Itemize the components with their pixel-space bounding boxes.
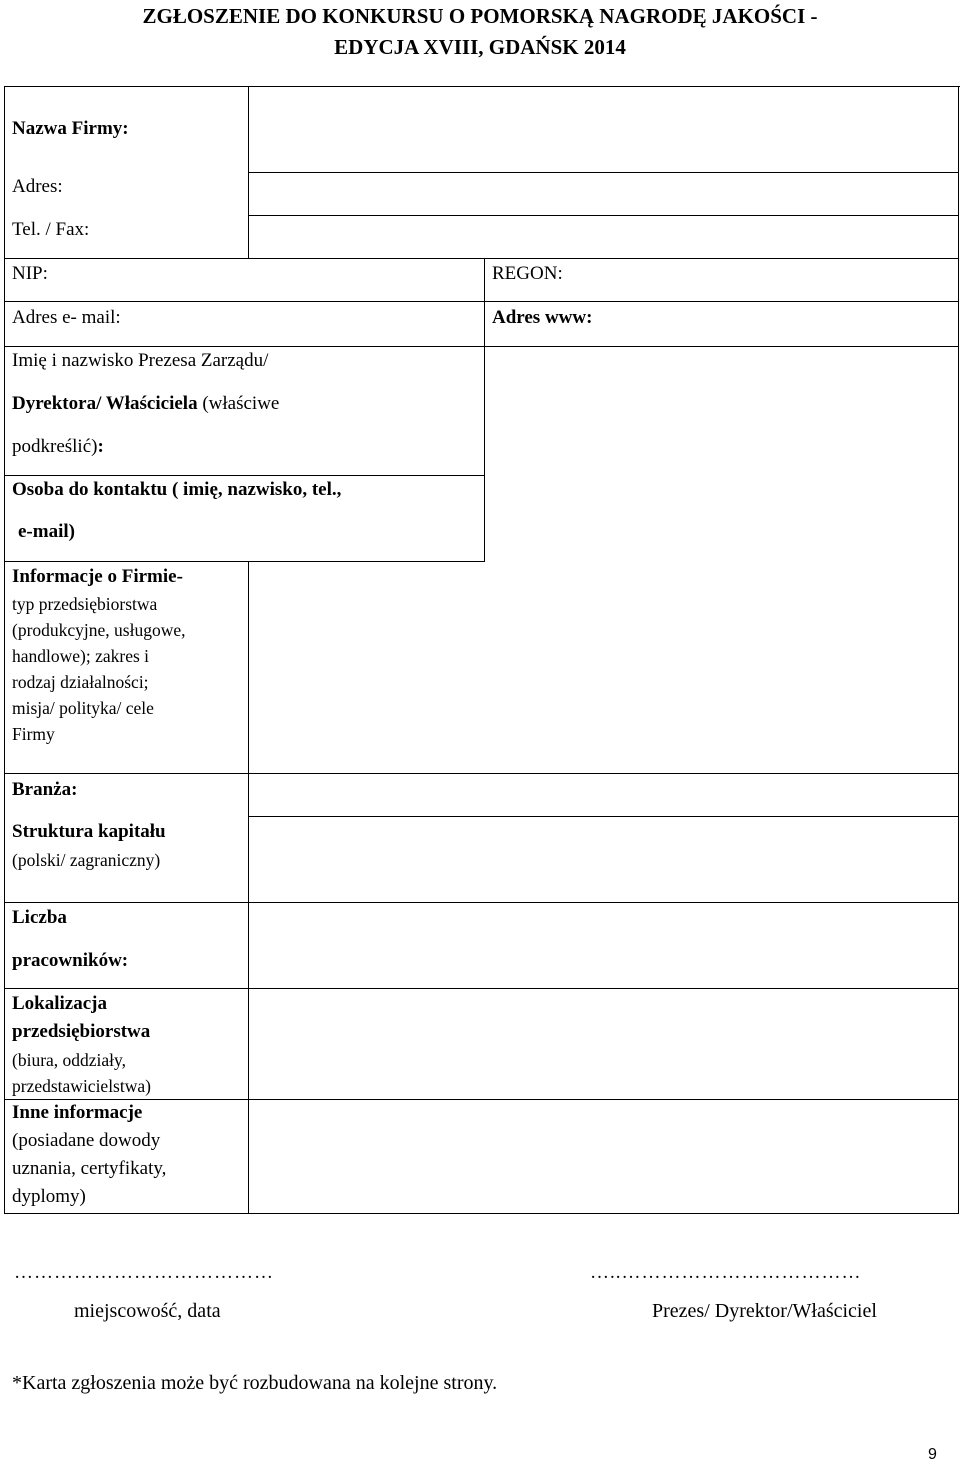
phone-fax-label: Tel. / Fax: <box>12 219 90 240</box>
capital-structure-heading: Struktura kapitału <box>12 821 166 842</box>
www-label: Adres www: <box>492 307 593 328</box>
regon-label: REGON: <box>492 263 563 284</box>
location-label-line3: (biura, oddziały, <box>12 1050 127 1070</box>
place-date-label: miejscowość, data <box>74 1300 221 1322</box>
location-label-line4: przedstawicielstwa) <box>12 1076 151 1096</box>
form-title-line2: EDYCJA XVIII, GDAŃSK 2014 <box>334 35 626 59</box>
other-info-line3: uznania, certyfikaty, <box>12 1158 167 1179</box>
contact-label-line2: e-mail) <box>18 521 75 542</box>
location-label-line2: przedsiębiorstwa <box>12 1021 151 1042</box>
email-label: Adres e- mail: <box>12 307 121 328</box>
contact-label-line1: Osoba do kontaktu ( imię, nazwisko, tel., <box>12 479 342 500</box>
employees-label-line1: Liczba <box>12 907 67 928</box>
footnote: *Karta zgłoszenia może być rozbudowana na kolejne strony. <box>12 1372 498 1394</box>
address-label: Adres: <box>12 176 63 197</box>
ceo-label-line1: Imię i nazwisko Prezesa Zarządu/ <box>12 350 269 371</box>
page-number: 9 <box>928 1446 937 1463</box>
company-name-label: Nazwa Firmy: <box>12 118 129 139</box>
ceo-label-line3: podkreślić): <box>12 436 104 457</box>
company-info-details: typ przedsiębiorstwa (produkcyjne, usługowe, handlowe); zakres i rodzaj działalności; misja/ polityka/ cele Firmy <box>12 594 186 744</box>
capital-structure-sub: (polski/ zagraniczny) <box>12 850 161 870</box>
nip-label: NIP: <box>12 263 48 284</box>
place-date-dots: ………………………………… <box>14 1262 274 1283</box>
employees-label-line2: pracowników: <box>12 950 129 971</box>
other-info-heading: Inne informacje <box>12 1102 143 1123</box>
ceo-label-line2: Dyrektora/ Właściciela (właściwe <box>12 393 280 414</box>
form-title-line1: ZGŁOSZENIE DO KONKURSU O POMORSKĄ NAGRODĘ JAKOŚCI - <box>142 4 818 28</box>
company-info-heading: Informacje o Firmie- <box>12 566 183 587</box>
other-info-line2: (posiadane dowody <box>12 1130 161 1151</box>
signer-label: Prezes/ Dyrektor/Właściciel <box>652 1300 877 1322</box>
signature-dots: …..……………………………… <box>590 1262 862 1283</box>
location-label-line1: Lokalizacja <box>12 993 107 1014</box>
other-info-line4: dyplomy) <box>12 1186 86 1207</box>
industry-label: Branża: <box>12 779 78 800</box>
